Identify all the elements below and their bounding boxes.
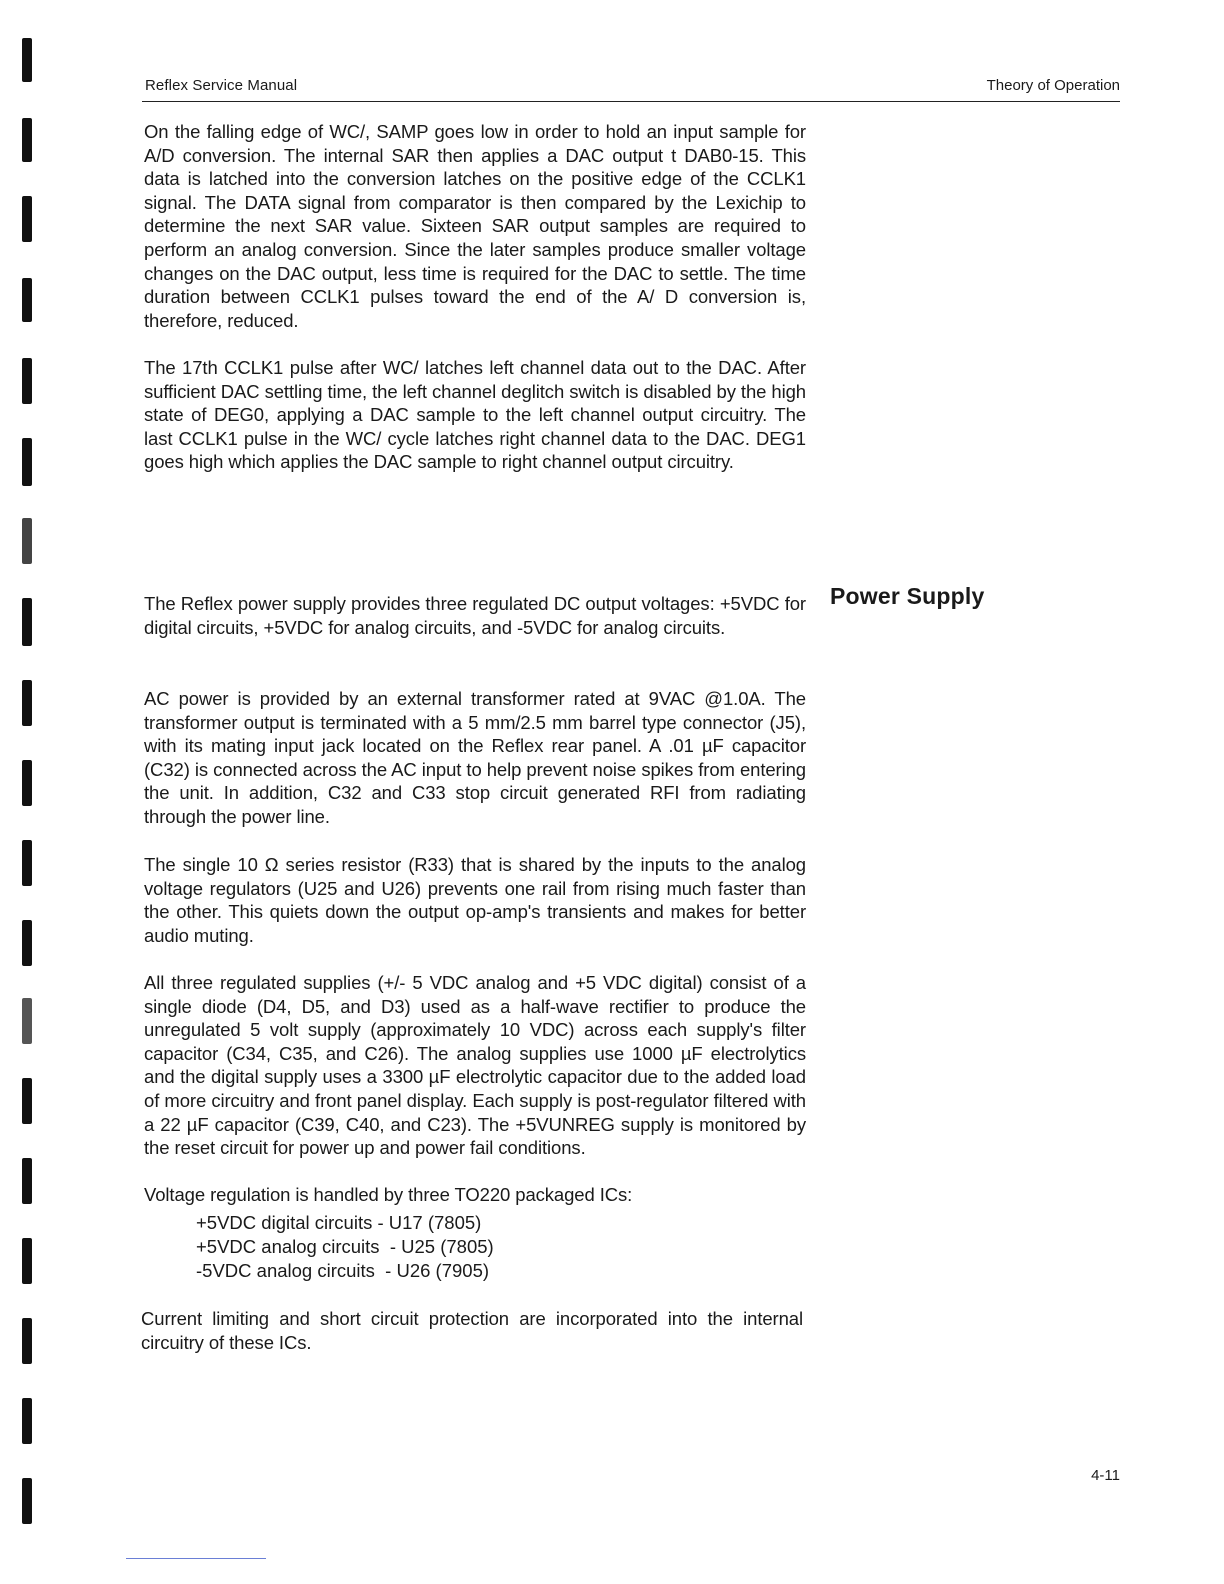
scan-mark (22, 518, 32, 564)
list-item: +5VDC analog circuits - U25 (7805) (196, 1236, 494, 1257)
paragraph-ac-power: AC power is provided by an external transformer rated at 9VAC @1.0A. The transformer output is terminated with a 5 mm/2.5 mm barrel type connector (J5), with its mating input jack located on the Reflex rear panel. A .01 µF capacitor (C32) is connected across the AC input to help prevent noise spikes from entering the unit. In addition, C32 and C33 stop circuit generated RFI from radiating through the power line. (144, 688, 806, 827)
scan-mark (22, 438, 32, 486)
paragraph-dac-output: The 17th CCLK1 pulse after WC/ latches left channel data out to the DAC. After sufficient DAC settling time, the left channel deglitch switch is disabled by the high state of DEG0, applying a DAC sample to the left channel output circuitry. The last CCLK1 pulse in the WC/ cycle latches right channel data to the DAC. DEG1 goes high which applies the DAC sample to right channel output circuitry. (144, 357, 806, 473)
scan-mark (22, 1318, 32, 1364)
scan-mark (22, 998, 32, 1044)
paragraph-current-limiting: Current limiting and short circuit protection are incorporated into the internal circuitry of these ICs. (141, 1308, 803, 1353)
running-header-section: Theory of Operation (986, 77, 1120, 94)
scan-mark (22, 118, 32, 162)
list-item: -5VDC analog circuits - U26 (7905) (196, 1260, 490, 1281)
scan-mark (22, 196, 32, 242)
paragraph-power-supply-intro: The Reflex power supply provides three regulated DC output voltages: +5VDC for digital circuits, +5VDC for analog circuits, and -5VDC for analog circuits. (144, 593, 806, 638)
scan-mark (22, 1398, 32, 1444)
scan-mark (22, 358, 32, 404)
scan-mark (22, 1158, 32, 1204)
paragraph-voltage-regulation: Voltage regulation is handled by three TO220 packaged ICs: (144, 1184, 633, 1205)
scan-mark (22, 1238, 32, 1284)
paragraph-regulated-supplies: All three regulated supplies (+/- 5 VDC analog and +5 VDC digital) consist of a single diode (D4, D5, and D3) used as a half-wave rectifier to produce the unregulated 5 volt supply (approximately 10 VDC) across each supply's filter capacitor (C34, C35, and C26). The analog supplies use 1000 µF electrolytics and the digital supply uses a 3300 µF electrolytic capacitor due to the added load of more circuitry and front panel display. Each supply is post-regulator filtered with a 22 µF capacitor (C39, C40, and C23). The +5VUNREG supply is monitored by the reset circuit for power up and power fail conditions. (144, 972, 806, 1159)
regulator-list (196, 1211, 494, 1283)
section-heading-power-supply: Power Supply (830, 583, 985, 609)
scan-mark (22, 598, 32, 646)
running-header-title: Reflex Service Manual (145, 77, 298, 94)
scan-mark (22, 840, 32, 886)
page-number: 4-11 (1091, 1467, 1120, 1484)
scan-mark (22, 760, 32, 806)
scan-mark (22, 920, 32, 966)
binding-scan-marks (0, 0, 60, 1584)
header-divider (142, 101, 1120, 102)
scan-mark (22, 1478, 32, 1524)
scan-mark (22, 680, 32, 726)
footer-divider (126, 1558, 266, 1559)
list-item: +5VDC digital circuits - U17 (7805) (196, 1212, 482, 1233)
paragraph-ad-conversion: On the falling edge of WC/, SAMP goes low in order to hold an input sample for A/D conversion. The internal SAR then applies a DAC output t DAB0-15. This data is latched into the conversion latches on the positive edge of the CCLK1 signal. The DATA signal from comparator is then compared by the Lexichip to determine the next SAR value. Sixteen SAR output samples are required to perform an analog conversion. Since the later samples produce smaller voltage changes on the DAC output, less time is required for the DAC to settle. The time duration between CCLK1 pulses toward the end of the A/ D conversion is, therefore, reduced. (144, 121, 806, 331)
paragraph-series-resistor: The single 10 Ω series resistor (R33) that is shared by the inputs to the analog voltage regulators (U25 and U26) prevents one rail from rising much faster than the other. This quiets down the output op-amp's transients and makes for better audio muting. (144, 854, 806, 946)
scan-mark (22, 278, 32, 322)
scan-mark (22, 38, 32, 82)
scan-mark (22, 1078, 32, 1124)
